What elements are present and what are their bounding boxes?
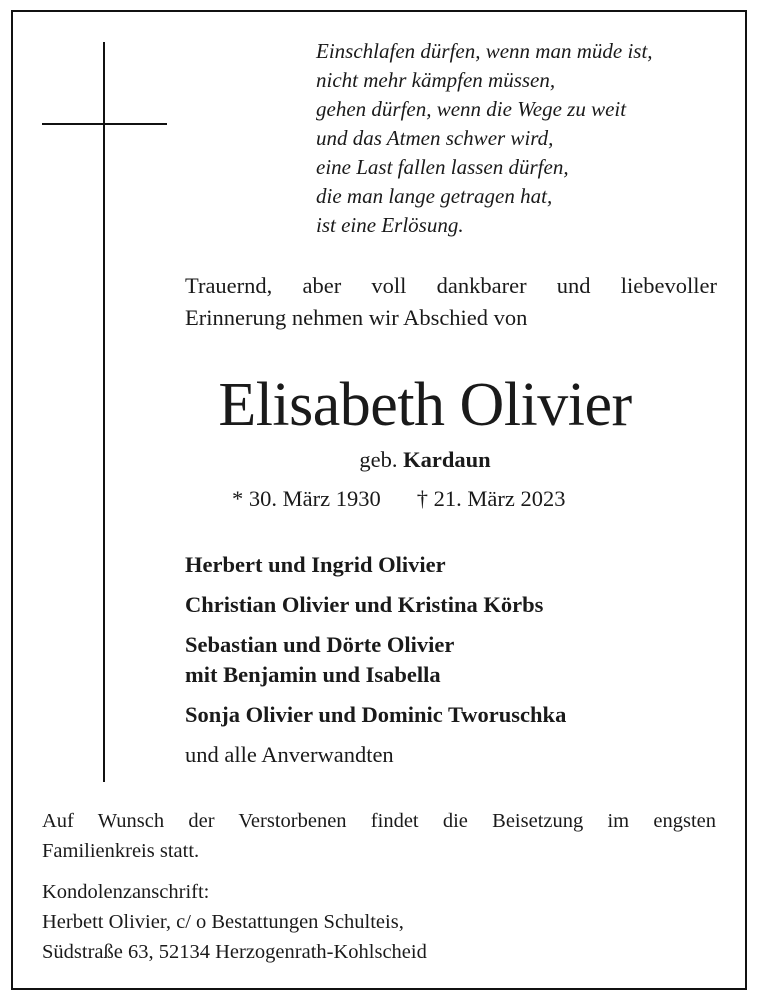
birth-date: * 30. März 1930	[232, 486, 381, 511]
condolence-address-line: Südstraße 63, 52134 Herzogenrath-Kohlscheid	[42, 941, 427, 963]
death-date: † 21. März 2023	[416, 486, 566, 511]
condolence-address	[42, 877, 427, 967]
family-list	[185, 550, 566, 770]
poem-line: und das Atmen schwer wird,	[316, 126, 554, 150]
poem-line: nicht mehr kämpfen müssen,	[316, 68, 556, 92]
family-entry: Sebastian und Dörte Olivier	[185, 632, 455, 657]
deceased-name: Elisabeth Olivier	[218, 371, 632, 439]
maiden-name: Kardaun	[403, 447, 491, 472]
poem-line: eine Last fallen lassen dürfen,	[316, 155, 569, 179]
family-entry: Christian Olivier und Kristina Körbs	[185, 592, 544, 617]
born-prefix: geb.	[359, 447, 398, 472]
intro-line: Erinnerung nehmen wir Abschied von	[185, 305, 528, 330]
intro-text	[185, 270, 717, 334]
poem	[316, 37, 736, 240]
cross-icon-horizontal-beam	[42, 123, 167, 125]
burial-note	[42, 806, 716, 866]
burial-note-line: Auf Wunsch der Verstorbenen findet die Beisetzung im engsten	[42, 810, 716, 832]
condolence-heading: Kondolenzanschrift:	[42, 881, 210, 903]
family-entry-continued: mit Benjamin und Isabella	[185, 662, 441, 687]
poem-line: Einschlafen dürfen, wenn man müde ist,	[316, 39, 653, 63]
burial-note-line: Familienkreis statt.	[42, 840, 200, 862]
life-dates	[232, 484, 565, 514]
intro-line: Trauernd, aber voll dankbarer und liebevoller	[185, 273, 717, 298]
family-entry: Sonja Olivier und Dominic Tworuschka	[185, 702, 567, 727]
poem-line: die man lange getragen hat,	[316, 184, 553, 208]
birth-name	[185, 445, 665, 475]
cross-icon-vertical-beam	[103, 42, 105, 782]
poem-line: gehen dürfen, wenn die Wege zu weit	[316, 97, 627, 121]
condolence-address-line: Herbett Olivier, c/ o Bestattungen Schulteis,	[42, 911, 404, 933]
relatives-line: und alle Anverwandten	[185, 742, 394, 767]
poem-line: ist eine Erlösung.	[316, 213, 464, 237]
family-entry: Herbert und Ingrid Olivier	[185, 552, 446, 577]
